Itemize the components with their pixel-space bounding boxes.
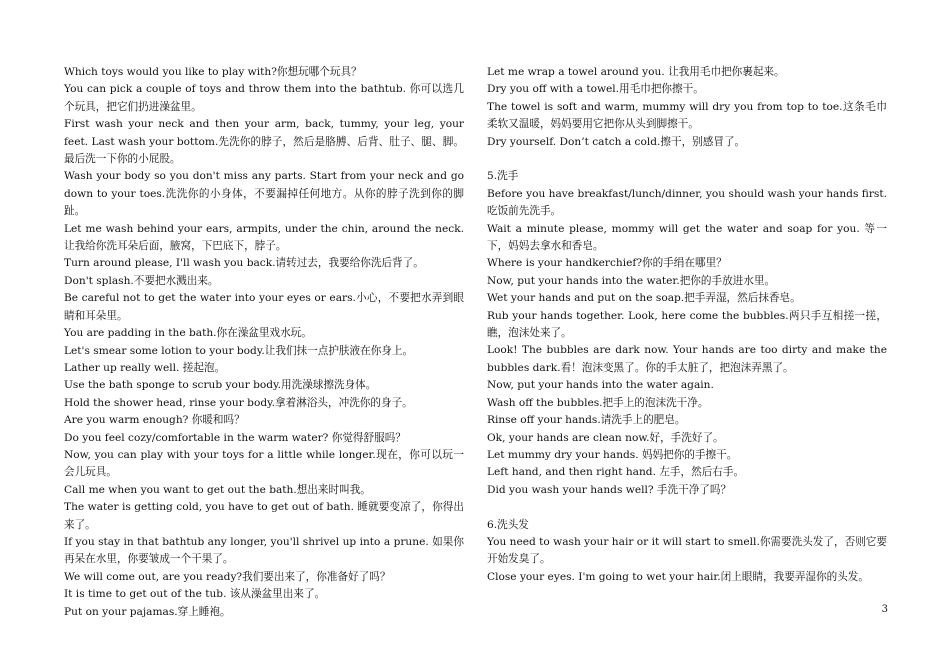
section-spacer xyxy=(487,151,887,168)
paragraph: Put on your pajamas.穿上睡袍。 xyxy=(64,605,231,618)
paragraph: Let mummy dry your hands. 妈妈把你的手擦干。 xyxy=(487,448,738,461)
paragraph: Left hand, and then right hand. 左手，然后右手。 xyxy=(487,466,745,479)
paragraph: Be careful not to get the water into your eyes or ears.小心，不要把水弄到眼睛和耳朵里。 xyxy=(64,292,464,322)
paragraph: Don't splash.不要把水溅出来。 xyxy=(64,274,219,287)
paragraph: Rub your hands together. Look, here come the bubbles.两只手互相搓一搓，瞧，泡沫处来了。 xyxy=(487,309,887,340)
paragraph: Lather up really well. 搓起泡。 xyxy=(64,361,226,374)
paragraph: Do you feel cozy/comfortable in the warm water? 你觉得舒服吗？ xyxy=(64,431,406,444)
right-column xyxy=(487,64,887,586)
paragraph: We will come out, are you ready?我们要出来了，你准备好了吗？ xyxy=(64,570,391,583)
paragraph: Turn around please, I'll wash you back.请转过去，我要给你洗后背了。 xyxy=(64,257,424,270)
paragraph: If you stay in that bathtub any longer, you'll shrivel up into a prune. 如果你再呆在水里，你要皱成一个干果了。 xyxy=(64,535,464,566)
section-heading: 6.洗头发 xyxy=(487,518,529,531)
left-column xyxy=(64,64,464,621)
paragraph: Did you wash your hands well? 手洗干净了吗？ xyxy=(487,483,732,496)
paragraph: Let me wrap a towel around you. 让我用毛巾把你裹起来。 xyxy=(487,66,785,78)
paragraph: Now, put your hands into the water.把你的手放进水里。 xyxy=(487,274,776,287)
paragraph: First wash your neck and then your arm, back, tummy, your leg, your feet. Last wash your bottom.先洗你的脖子，然后是胳膊、后背、肚子、腿、脚。最后洗一下你的小屁股。 xyxy=(64,118,464,166)
paragraph: Which toys would you like to play with?你想玩哪个玩具？ xyxy=(64,66,362,78)
paragraph: Now, you can play with your toys for a little while longer.现在，你可以玩一会儿玩具。 xyxy=(64,448,464,479)
paragraph: Wait a minute please, mommy will get the water and soap for you. 等一下，妈妈去拿水和香皂。 xyxy=(487,222,887,253)
paragraph: Dry yourself. Don’t catch a cold.擦干，别感冒了。 xyxy=(487,135,746,148)
paragraph: Close your eyes. I'm going to wet your hair.闭上眼睛，我要弄湿你的头发。 xyxy=(487,570,869,583)
paragraph: Now, put your hands into the water again. xyxy=(487,379,714,392)
paragraph: Before you have breakfast/lunch/dinner, you should wash your hands first.吃饭前先洗手。 xyxy=(487,187,887,218)
paragraph: Hold the shower head, rinse your body.拿着淋浴头，冲洗你的身子。 xyxy=(64,396,413,409)
paragraph: Dry you off with a towel.用毛巾把你擦干。 xyxy=(487,83,704,96)
paragraph: It is time to get out of the tub. 该从澡盆里出来了。 xyxy=(64,588,326,601)
paragraph: Wet your hands and put on the soap.把手弄湿，然后抹香皂。 xyxy=(487,292,801,305)
paragraph: Use the bath sponge to scrub your body.用洗澡球擦洗身体。 xyxy=(64,379,377,392)
paragraph: Where is your handkerchief?你的手绢在哪里？ xyxy=(487,257,727,270)
paragraph: Look! The bubbles are dark now. Your hands are too dirty and make the bubbles dark.看！泡沫变黑了。你的手太脏了，把泡沫弄黑了。 xyxy=(487,344,887,374)
paragraph: You are padding in the bath.你在澡盆里戏水玩。 xyxy=(64,327,312,340)
paragraph: Wash your body so you don't miss any parts. Start from your neck and go down to your toes.洗洗你的小身体，不要漏掉任何地方。从你的脖子洗到你的脚趾。 xyxy=(64,170,464,218)
paragraph: Let's smear some lotion to your body.让我们抹一点护肤液在你身上。 xyxy=(64,344,414,357)
paragraph: Wash off the bubbles.把手上的泡沫洗干净。 xyxy=(487,396,709,409)
section-spacer xyxy=(487,499,887,516)
paragraph: Call me when you want to get out the bath.想出来时叫我。 xyxy=(64,483,371,496)
paragraph: Ok, your hands are clean now.好，手洗好了。 xyxy=(487,431,724,444)
paragraph: Let me wash behind your ears, armpits, under the chin, around the neck. 让我给你洗耳朵后面，腋窝，下巴底下，脖子。 xyxy=(64,222,464,253)
paragraph: The towel is soft and warm, mummy will dry you from top to toe.这条毛巾柔软又温暖，妈妈要用它把你从头到脚擦干。 xyxy=(487,100,887,131)
paragraph: Rinse off your hands.请洗手上的肥皂。 xyxy=(487,414,686,427)
section-heading: 5.洗手 xyxy=(487,170,519,183)
page-number: 3 xyxy=(881,604,888,615)
paragraph: Are you warm enough? 你暖和吗？ xyxy=(64,414,245,427)
paragraph: You can pick a couple of toys and throw them into the bathtub. 你可以选几个玩具，把它们扔进澡盆里。 xyxy=(64,83,464,113)
paragraph: You need to wash your hair or it will start to smell.你需要洗头发了，否则它要开始发臭了。 xyxy=(487,535,887,566)
paragraph: The water is getting cold, you have to get out of bath. 睡就要变凉了，你得出来了。 xyxy=(64,501,464,531)
